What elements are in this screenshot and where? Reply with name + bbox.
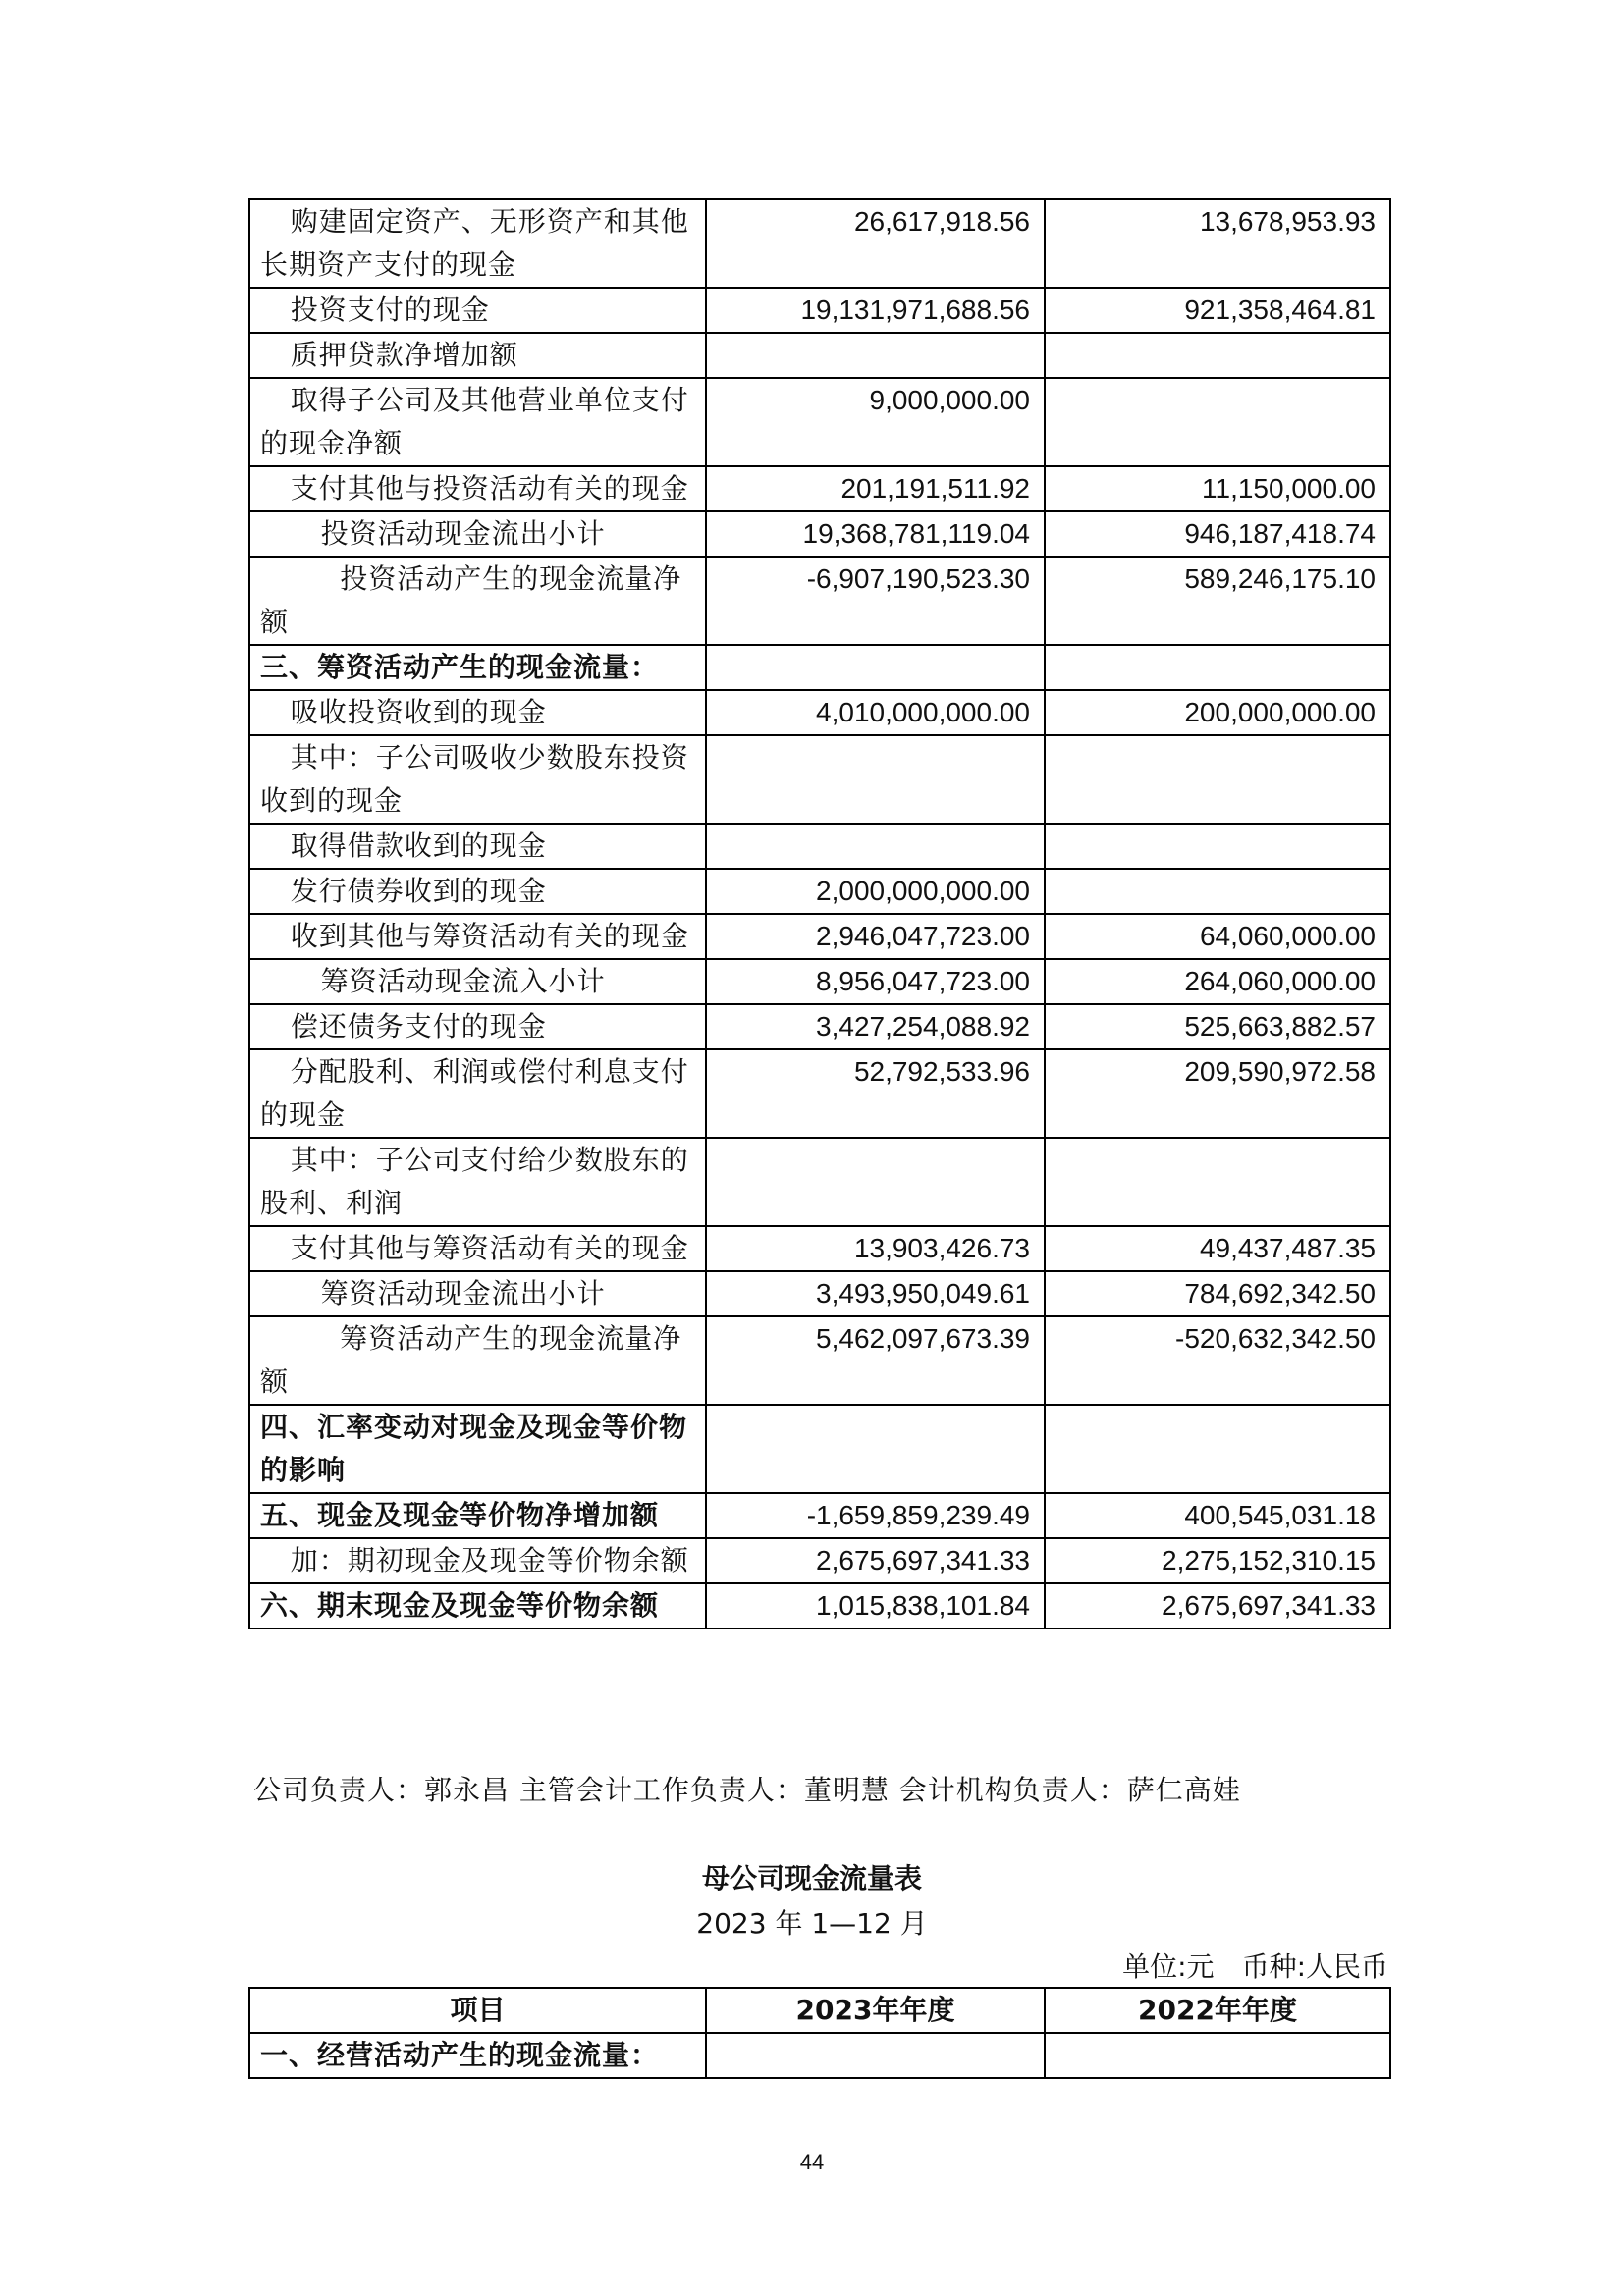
row-value-2023: 3,427,254,088.92: [706, 1004, 1045, 1049]
row-value-2022: 784,692,342.50: [1045, 1271, 1390, 1316]
row-value-2022: 2,675,697,341.33: [1045, 1583, 1390, 1629]
table-row: [249, 1405, 1390, 1493]
unit-currency-line: [1122, 1946, 1388, 1985]
row-label: 投资活动产生的现金流量净额: [249, 557, 706, 645]
row-value-2022: 209,590,972.58: [1045, 1049, 1390, 1138]
row-label: 支付其他与投资活动有关的现金: [249, 466, 706, 511]
row-value-2023: 52,792,533.96: [706, 1049, 1045, 1138]
table-row: [249, 690, 1390, 735]
row-label: 投资支付的现金: [249, 288, 706, 333]
row-value-2022: 400,545,031.18: [1045, 1493, 1390, 1538]
row-label: 取得子公司及其他营业单位支付的现金净额: [249, 378, 706, 466]
row-value-2023: 2,000,000,000.00: [706, 869, 1045, 914]
row-value-2022: 13,678,953.93: [1045, 199, 1390, 288]
row-value-2023: [706, 2033, 1045, 2078]
row-value-2023: 2,675,697,341.33: [706, 1538, 1045, 1583]
unit-label: 单位:元: [1122, 1950, 1215, 1983]
currency-label: 币种:人民币: [1241, 1950, 1388, 1983]
row-value-2023: [706, 645, 1045, 690]
row-label: 一、经营活动产生的现金流量：: [249, 2033, 706, 2078]
table-row: [249, 288, 1390, 333]
table-row: [249, 511, 1390, 557]
row-value-2022: [1045, 1405, 1390, 1493]
table-row: [249, 735, 1390, 824]
row-value-2023: -6,907,190,523.30: [706, 557, 1045, 645]
table-row: [249, 914, 1390, 959]
signature-line: 公司负责人：郭永昌 主管会计工作负责人：董明慧 会计机构负责人：萨仁高娃: [253, 1774, 1241, 1806]
row-value-2023: 9,000,000.00: [706, 378, 1045, 466]
row-value-2022: [1045, 378, 1390, 466]
table-row: [249, 824, 1390, 869]
row-label: 其中：子公司支付给少数股东的股利、利润: [249, 1138, 706, 1226]
header-2022: 2022年年度: [1045, 1988, 1390, 2033]
table-row: [249, 557, 1390, 645]
table-row: [249, 1493, 1390, 1538]
row-value-2023: [706, 824, 1045, 869]
row-label: 四、汇率变动对现金及现金等价物的影响: [249, 1405, 706, 1493]
row-label: 收到其他与筹资活动有关的现金: [249, 914, 706, 959]
row-label: 支付其他与筹资活动有关的现金: [249, 1226, 706, 1271]
row-value-2022: 49,437,487.35: [1045, 1226, 1390, 1271]
row-value-2022: 589,246,175.10: [1045, 557, 1390, 645]
row-value-2022: 200,000,000.00: [1045, 690, 1390, 735]
row-value-2023: 5,462,097,673.39: [706, 1316, 1045, 1405]
row-value-2023: 1,015,838,101.84: [706, 1583, 1045, 1629]
row-value-2023: 201,191,511.92: [706, 466, 1045, 511]
parent-statement-period: 2023 年 1—12 月: [696, 1907, 928, 1940]
row-value-2022: 921,358,464.81: [1045, 288, 1390, 333]
row-value-2022: 946,187,418.74: [1045, 511, 1390, 557]
row-value-2023: 2,946,047,723.00: [706, 914, 1045, 959]
row-value-2022: [1045, 1138, 1390, 1226]
parent-statement-title: 母公司现金流量表: [701, 1862, 922, 1895]
table-row: [249, 1271, 1390, 1316]
table-row: [249, 1583, 1390, 1629]
row-value-2022: 2,275,152,310.15: [1045, 1538, 1390, 1583]
row-value-2022: [1045, 645, 1390, 690]
row-label: 六、期末现金及现金等价物余额: [249, 1583, 706, 1629]
row-value-2023: [706, 1405, 1045, 1493]
row-value-2022: -520,632,342.50: [1045, 1316, 1390, 1405]
row-value-2022: 11,150,000.00: [1045, 466, 1390, 511]
row-value-2023: 26,617,918.56: [706, 199, 1045, 288]
table-row: [249, 1049, 1390, 1138]
row-value-2022: [1045, 735, 1390, 824]
table-row: [249, 645, 1390, 690]
row-value-2023: 8,956,047,723.00: [706, 959, 1045, 1004]
row-label: 三、筹资活动产生的现金流量：: [249, 645, 706, 690]
table-row: [249, 1316, 1390, 1405]
page-number: 44: [799, 2150, 825, 2174]
row-value-2023: [706, 735, 1045, 824]
row-label: 购建固定资产、无形资产和其他长期资产支付的现金: [249, 199, 706, 288]
row-value-2022: 64,060,000.00: [1045, 914, 1390, 959]
header-item: 项目: [249, 1988, 706, 2033]
row-label: 投资活动现金流出小计: [249, 511, 706, 557]
row-value-2022: 264,060,000.00: [1045, 959, 1390, 1004]
row-label: 分配股利、利润或偿付利息支付的现金: [249, 1049, 706, 1138]
row-value-2023: 13,903,426.73: [706, 1226, 1045, 1271]
row-label: 吸收投资收到的现金: [249, 690, 706, 735]
row-label: 五、现金及现金等价物净增加额: [249, 1493, 706, 1538]
row-value-2023: [706, 1138, 1045, 1226]
table-row: [249, 1138, 1390, 1226]
table-row: [249, 869, 1390, 914]
table-row: [249, 2033, 1390, 2078]
row-label: 质押贷款净增加额: [249, 333, 706, 378]
row-value-2023: -1,659,859,239.49: [706, 1493, 1045, 1538]
row-label: 筹资活动现金流入小计: [249, 959, 706, 1004]
row-value-2022: [1045, 2033, 1390, 2078]
table-row: [249, 1226, 1390, 1271]
cash-flow-table-body: [249, 199, 1390, 1629]
table-row: [249, 1004, 1390, 1049]
table-row: [249, 199, 1390, 288]
header-row: [249, 1988, 1390, 2033]
parent-cash-flow-table: [248, 1987, 1391, 2079]
row-value-2022: 525,663,882.57: [1045, 1004, 1390, 1049]
row-value-2023: 19,131,971,688.56: [706, 288, 1045, 333]
row-label: 筹资活动现金流出小计: [249, 1271, 706, 1316]
row-label: 加：期初现金及现金等价物余额: [249, 1538, 706, 1583]
header-2023: 2023年年度: [706, 1988, 1045, 2033]
row-label: 取得借款收到的现金: [249, 824, 706, 869]
table-row: [249, 959, 1390, 1004]
table-row: [249, 1538, 1390, 1583]
row-label: 筹资活动产生的现金流量净额: [249, 1316, 706, 1405]
table-row: [249, 378, 1390, 466]
row-label: 发行债券收到的现金: [249, 869, 706, 914]
row-label: 其中：子公司吸收少数股东投资收到的现金: [249, 735, 706, 824]
row-label: 偿还债务支付的现金: [249, 1004, 706, 1049]
table-row: [249, 333, 1390, 378]
row-value-2022: [1045, 824, 1390, 869]
table-row: [249, 466, 1390, 511]
cash-flow-table-continued: [248, 198, 1391, 1629]
row-value-2023: [706, 333, 1045, 378]
row-value-2023: 19,368,781,119.04: [706, 511, 1045, 557]
row-value-2023: 4,010,000,000.00: [706, 690, 1045, 735]
row-value-2023: 3,493,950,049.61: [706, 1271, 1045, 1316]
row-value-2022: [1045, 333, 1390, 378]
row-value-2022: [1045, 869, 1390, 914]
